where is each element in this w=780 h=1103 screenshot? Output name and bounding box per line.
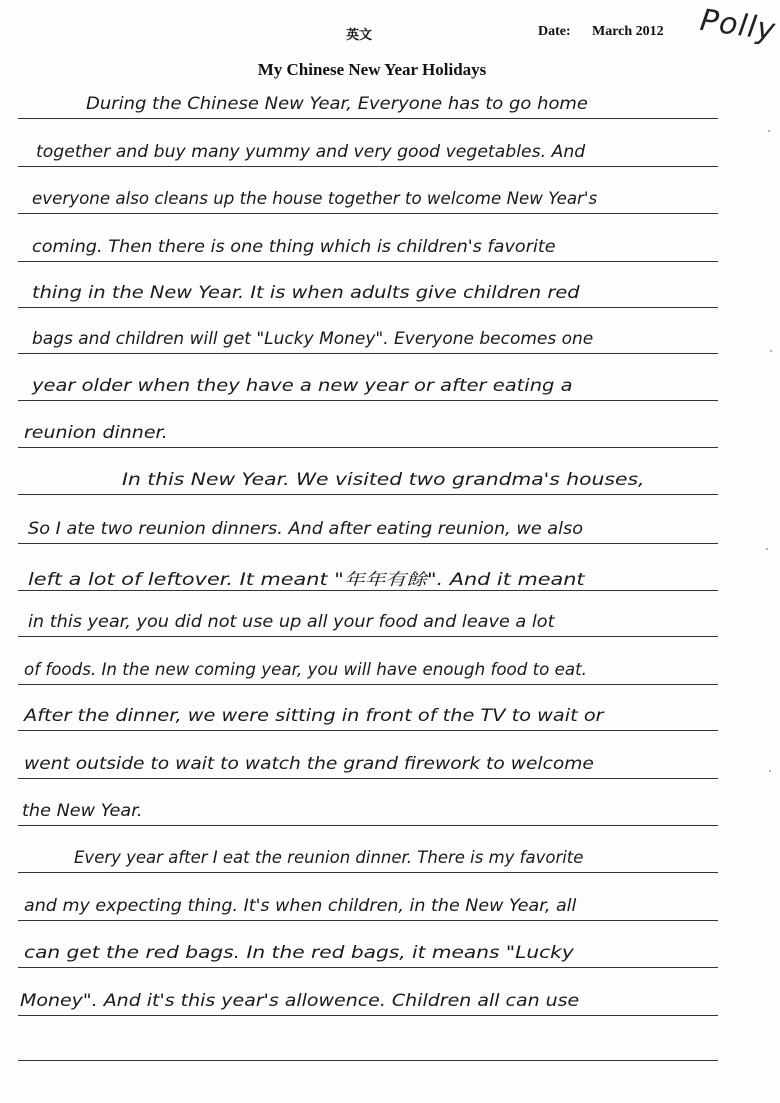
scan-speck: [770, 350, 772, 352]
ruled-line: [18, 400, 718, 401]
ruled-line: [18, 494, 718, 495]
essay-line: and my expecting thing. It's when children, in the New Year, all: [24, 896, 577, 915]
ruled-line: [18, 166, 718, 167]
essay-line: After the dinner, we were sitting in front of the TV to wait or: [24, 706, 604, 725]
scan-speck: [769, 770, 771, 772]
essay-line: year older when they have a new year or after eating a: [32, 376, 573, 395]
ruled-line: [18, 920, 718, 921]
author-signature: Polly: [697, 2, 778, 49]
essay-line: in this year, you did not use up all your food and leave a lot: [28, 612, 555, 631]
ruled-line: [18, 778, 718, 779]
essay-line: of foods. In the new coming year, you will have enough food to eat.: [24, 660, 587, 679]
essay-line: thing in the New Year. It is when adults give children red: [32, 283, 580, 302]
essay-line: together and buy many yummy and very good vegetables. And: [36, 142, 586, 161]
ruled-line: [18, 118, 718, 119]
ruled-line: [18, 543, 718, 544]
essay-line: Every year after I eat the reunion dinner. There is my favorite: [74, 848, 584, 867]
essay-line: left a lot of leftover. It meant "年年有餘". And it meant: [28, 570, 585, 589]
ruled-line: [18, 730, 718, 731]
ruled-line: [18, 1015, 718, 1016]
scan-speck: [766, 548, 768, 550]
ruled-line: [18, 1060, 718, 1061]
ruled-line: [18, 636, 718, 637]
ruled-line: [18, 684, 718, 685]
essay-line: During the Chinese New Year, Everyone has to go home: [86, 94, 588, 113]
ruled-line: [18, 872, 718, 873]
subject-label: 英文: [346, 28, 373, 43]
ruled-line: [18, 353, 718, 354]
date-label: Date:: [538, 24, 571, 39]
ruled-line: [18, 825, 718, 826]
ruled-line: [18, 307, 718, 308]
essay-line: went outside to wait to watch the grand firework to welcome: [24, 754, 594, 773]
essay-line: everyone also cleans up the house together to welcome New Year's: [32, 189, 598, 208]
essay-line: Money". And it's this year's allowence. Children all can use: [20, 991, 580, 1010]
ruled-line: [18, 213, 718, 214]
ruled-line: [18, 261, 718, 262]
essay-line: reunion dinner.: [24, 423, 168, 442]
scan-speck: [768, 130, 770, 132]
essay-line: can get the red bags. In the red bags, it means "Lucky: [24, 943, 574, 962]
essay-line: So I ate two reunion dinners. And after eating reunion, we also: [28, 519, 584, 538]
ruled-line: [18, 967, 718, 968]
essay-line: bags and children will get "Lucky Money". Everyone becomes one: [32, 329, 594, 348]
date-value: March 2012: [592, 24, 664, 39]
essay-line: In this New Year. We visited two grandma's houses,: [122, 470, 645, 489]
ruled-line: [18, 590, 718, 591]
essay-line: coming. Then there is one thing which is children's favorite: [32, 237, 556, 256]
essay-line: the New Year.: [22, 801, 143, 820]
essay-title: My Chinese New Year Holidays: [257, 60, 487, 79]
ruled-line: [18, 447, 718, 448]
